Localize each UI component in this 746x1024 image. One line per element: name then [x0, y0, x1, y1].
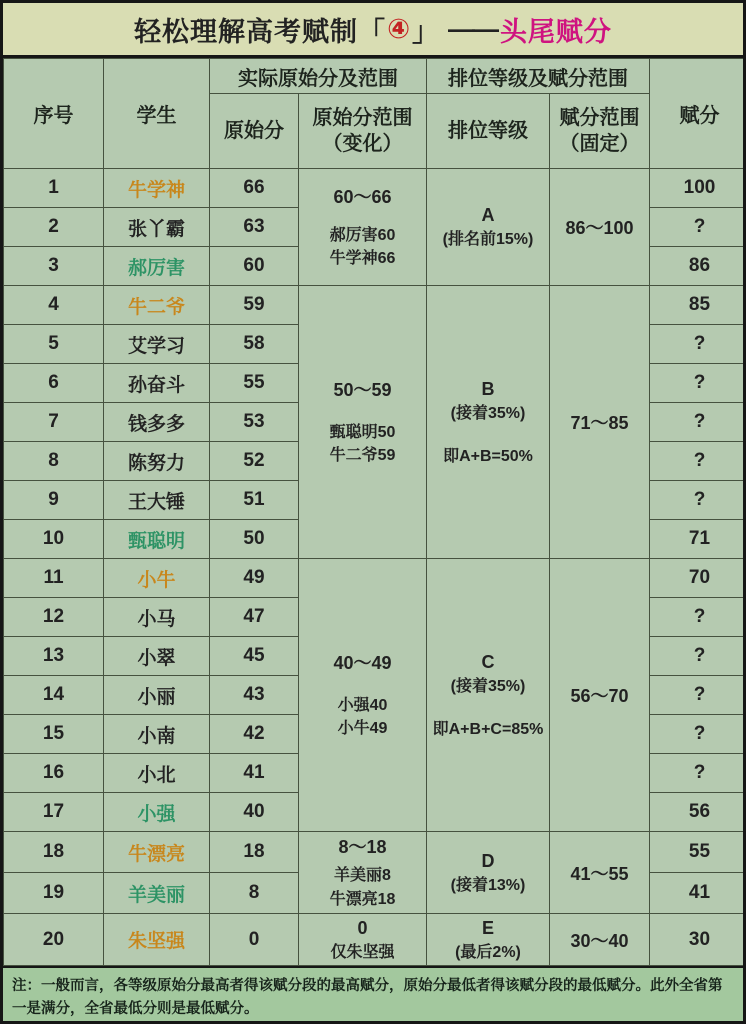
student-name-cell: 羊美丽 — [104, 873, 210, 914]
seq-cell: 8 — [4, 442, 104, 481]
header-student: 学生 — [104, 59, 210, 169]
header-rank-group: 排位等级及赋分范围 — [427, 59, 650, 94]
range-note: 牛二爷59 — [329, 447, 396, 465]
seq-cell: 3 — [4, 247, 104, 286]
assigned-score-cell: 55 — [650, 832, 746, 873]
grade-letter: E — [481, 917, 494, 938]
student-name-cell: 艾学习 — [104, 325, 210, 364]
assigned-score-cell: 70 — [650, 559, 746, 598]
raw-score-cell: 43 — [210, 676, 299, 715]
grade-note: (最后2%) — [455, 943, 521, 961]
fixed-range-cell-group-b: 71～85 — [550, 286, 650, 559]
table-row — [4, 169, 746, 208]
raw-score-cell: 42 — [210, 715, 299, 754]
assigned-score-cell: ? — [650, 481, 746, 520]
footer-note: 注：一般而言，各等级原始分最高者得该赋分段的最高赋分，原始分最低者得该赋分段的最低赋分。此外全省第一是满分，全省最低分则是最低赋分。 — [3, 966, 743, 1021]
table-row — [4, 286, 746, 325]
seq-cell: 9 — [4, 481, 104, 520]
assigned-score-cell: 30 — [650, 914, 746, 966]
student-name-cell: 小丽 — [104, 676, 210, 715]
raw-score-cell: 49 — [210, 559, 299, 598]
student-name-cell: 甄聪明 — [104, 520, 210, 559]
student-name-cell: 朱坚强 — [104, 914, 210, 966]
seq-cell: 6 — [4, 364, 104, 403]
seq-cell: 17 — [4, 793, 104, 832]
raw-score-cell: 18 — [210, 832, 299, 873]
title-highlight: 头尾赋分 — [499, 16, 612, 47]
seq-cell: 1 — [4, 169, 104, 208]
header-raw-range — [299, 94, 427, 169]
assigned-score-cell: ? — [650, 442, 746, 481]
header-assigned: 赋分 — [650, 59, 746, 169]
range-value: 40～49 — [333, 652, 392, 673]
student-name-cell: 孙奋斗 — [104, 364, 210, 403]
header-rank: 排位等级 — [427, 94, 550, 169]
raw-range-content — [299, 650, 426, 740]
grade-content — [427, 649, 549, 741]
grade-cell-group-d — [427, 832, 550, 914]
raw-range-content — [299, 184, 426, 270]
header-fixed-range-line2: （固定） — [559, 133, 640, 155]
assigned-score-cell: ? — [650, 403, 746, 442]
seq-cell: 15 — [4, 715, 104, 754]
grade-formula: 即A+B=50% — [443, 448, 533, 466]
raw-range-content — [299, 377, 426, 467]
assigned-score-cell: ? — [650, 325, 746, 364]
seq-cell: 10 — [4, 520, 104, 559]
seq-cell: 16 — [4, 754, 104, 793]
assigned-score-cell: ? — [650, 715, 746, 754]
grade-content — [427, 202, 549, 251]
table-row — [4, 559, 746, 598]
seq-cell: 7 — [4, 403, 104, 442]
seq-cell: 14 — [4, 676, 104, 715]
seq-cell: 11 — [4, 559, 104, 598]
grade-cell-group-a — [427, 169, 550, 286]
seq-cell: 2 — [4, 208, 104, 247]
header-fixed-range-line1: 赋分范围 — [559, 107, 640, 129]
table-row — [4, 914, 746, 966]
range-note: 小牛49 — [337, 720, 388, 738]
raw-range-cell-group-d — [299, 832, 427, 914]
assigned-score-cell: ? — [650, 208, 746, 247]
raw-range-content — [299, 834, 426, 910]
grade-content — [427, 915, 549, 964]
seq-cell: 13 — [4, 637, 104, 676]
range-value: 60～66 — [333, 186, 392, 207]
student-name-cell: 牛学神 — [104, 169, 210, 208]
title-suffix: 」 — [411, 16, 440, 47]
header-raw-range-line2: （变化） — [322, 133, 403, 155]
seq-cell: 5 — [4, 325, 104, 364]
grade-content — [427, 848, 549, 897]
grade-cell-group-e — [427, 914, 550, 966]
header-seq: 序号 — [4, 59, 104, 169]
student-name-cell: 陈努力 — [104, 442, 210, 481]
seq-cell: 4 — [4, 286, 104, 325]
circled-4-badge: ④ — [387, 13, 411, 44]
raw-score-cell: 66 — [210, 169, 299, 208]
student-name-cell: 张丫霸 — [104, 208, 210, 247]
grade-letter: D — [481, 850, 495, 871]
assigned-score-cell: 41 — [650, 873, 746, 914]
score-conversion-table — [3, 58, 746, 966]
raw-range-cell-group-b — [299, 286, 427, 559]
raw-score-cell: 52 — [210, 442, 299, 481]
raw-score-cell: 51 — [210, 481, 299, 520]
assigned-score-cell: 85 — [650, 286, 746, 325]
grade-letter: A — [481, 205, 495, 226]
grade-cell-group-b — [427, 286, 550, 559]
student-name-cell: 小南 — [104, 715, 210, 754]
title-dash: —— — [447, 13, 496, 44]
grade-note: (接着13%) — [450, 876, 526, 894]
raw-score-cell: 63 — [210, 208, 299, 247]
raw-score-cell: 58 — [210, 325, 299, 364]
grade-content — [427, 376, 549, 468]
table-row — [4, 832, 746, 873]
range-note: 仅朱坚强 — [330, 943, 395, 961]
raw-score-cell: 0 — [210, 914, 299, 966]
assigned-score-cell: ? — [650, 364, 746, 403]
fixed-range-cell-group-e: 30～40 — [550, 914, 650, 966]
raw-range-content — [299, 915, 426, 964]
assigned-score-cell: ? — [650, 598, 746, 637]
student-name-cell: 小强 — [104, 793, 210, 832]
raw-range-cell-group-e — [299, 914, 427, 966]
assigned-score-cell: ? — [650, 637, 746, 676]
student-name-cell: 小北 — [104, 754, 210, 793]
range-value: 50～59 — [333, 379, 392, 400]
title-prefix: 轻松理解高考赋制「 — [134, 16, 387, 47]
seq-cell: 18 — [4, 832, 104, 873]
assigned-score-cell: 71 — [650, 520, 746, 559]
raw-score-cell: 55 — [210, 364, 299, 403]
grade-note: (接着35%) — [450, 677, 526, 695]
range-note: 甄聪明50 — [329, 423, 396, 441]
range-note: 牛漂亮18 — [329, 890, 396, 908]
grade-note: (排名前15%) — [442, 231, 534, 249]
header-raw-range-line1: 原始分范围 — [312, 107, 413, 129]
student-name-cell: 王大锤 — [104, 481, 210, 520]
range-value: 0 — [357, 917, 368, 938]
raw-score-cell: 45 — [210, 637, 299, 676]
header-fixed-range — [550, 94, 650, 169]
raw-score-cell: 50 — [210, 520, 299, 559]
range-note: 小强40 — [337, 696, 388, 714]
assigned-score-cell: ? — [650, 676, 746, 715]
header-raw: 原始分 — [210, 94, 299, 169]
student-name-cell: 小牛 — [104, 559, 210, 598]
range-note: 郝厉害60 — [329, 226, 396, 244]
assigned-score-cell: 86 — [650, 247, 746, 286]
raw-score-cell: 47 — [210, 598, 299, 637]
raw-range-cell-group-c — [299, 559, 427, 832]
grade-note: (接着35%) — [450, 404, 526, 422]
student-name-cell: 牛漂亮 — [104, 832, 210, 873]
title-bar — [3, 3, 743, 58]
raw-score-cell: 60 — [210, 247, 299, 286]
raw-score-cell: 8 — [210, 873, 299, 914]
student-name-cell: 牛二爷 — [104, 286, 210, 325]
seq-cell: 20 — [4, 914, 104, 966]
assigned-score-cell: ? — [650, 754, 746, 793]
assigned-score-cell: 56 — [650, 793, 746, 832]
range-note: 牛学神66 — [329, 250, 396, 268]
raw-score-cell: 40 — [210, 793, 299, 832]
raw-score-cell: 41 — [210, 754, 299, 793]
fixed-range-cell-group-a: 86～100 — [550, 169, 650, 286]
fixed-range-cell-group-d: 41～55 — [550, 832, 650, 914]
range-value: 8～18 — [338, 837, 387, 858]
raw-score-cell: 59 — [210, 286, 299, 325]
raw-score-cell: 53 — [210, 403, 299, 442]
seq-cell: 12 — [4, 598, 104, 637]
grade-cell-group-c — [427, 559, 550, 832]
fixed-range-cell-group-c: 56～70 — [550, 559, 650, 832]
grade-letter: B — [481, 378, 495, 399]
grade-letter: C — [481, 651, 495, 672]
header-row-1 — [4, 59, 746, 94]
range-note: 羊美丽8 — [334, 867, 391, 885]
assigned-score-cell: 100 — [650, 169, 746, 208]
student-name-cell: 钱多多 — [104, 403, 210, 442]
header-actual-group: 实际原始分及范围 — [210, 59, 427, 94]
raw-range-cell-group-a — [299, 169, 427, 286]
grade-formula: 即A+B+C=85% — [432, 721, 544, 739]
student-name-cell: 郝厉害 — [104, 247, 210, 286]
seq-cell: 19 — [4, 873, 104, 914]
student-name-cell: 小马 — [104, 598, 210, 637]
student-name-cell: 小翠 — [104, 637, 210, 676]
